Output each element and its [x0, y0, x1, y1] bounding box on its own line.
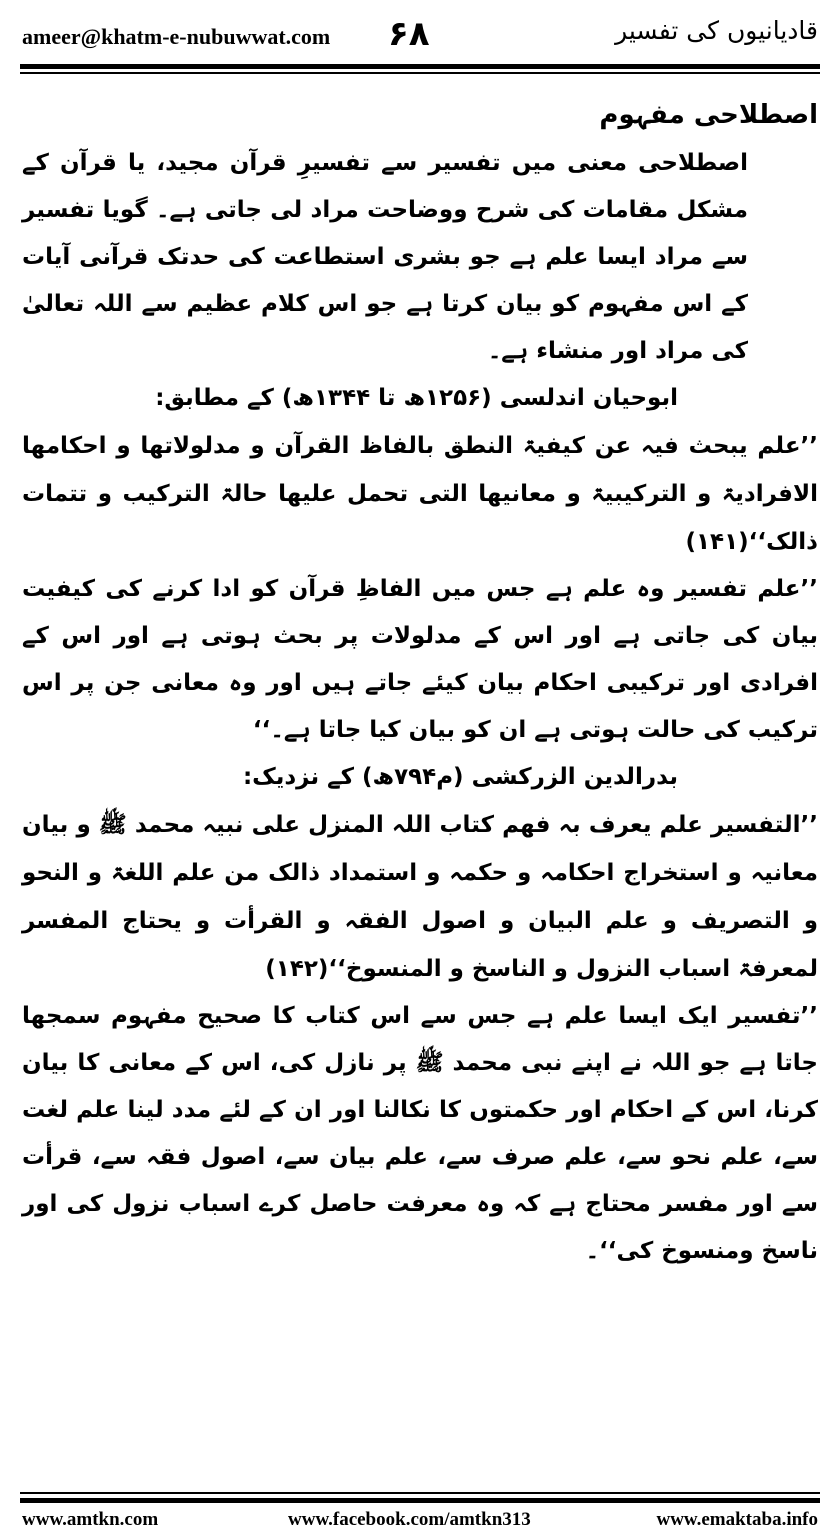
footer-rule-thin	[20, 1492, 820, 1494]
urdu-translation-1: ’’علم تفسیر وہ علم ہے جس میں الفاظِ قرآن کو ادا کرنے کی کیفیت بیان کی جاتی ہے اور اس کے مدلولات پر بحث ہوتی ہے اور اس کے افرادی اور ترکیبی احکام بیان کیئے جاتے ہیں اور وہ معانی جن پر اس ترکیب کی حالت ہوتی ہے ان کو بیان کیا جاتا ہے۔‘‘	[22, 576, 818, 743]
footer-rule-thick	[20, 1498, 820, 1503]
page-header	[0, 0, 840, 70]
header-rule-thick	[20, 64, 820, 69]
footer-link-emaktaba[interactable]: www.emaktaba.info	[656, 1509, 818, 1530]
footer-link-facebook[interactable]: www.facebook.com/amtkn313	[288, 1509, 531, 1530]
section-heading: اصطلاحی مفہوم	[599, 100, 818, 130]
header-email: ameer@khatm-e-nubuwwat.com	[22, 24, 331, 49]
source-zarkashi: بدرالدین الزرکشی (م۷۹۴ھ) کے نزدیک:	[242, 764, 678, 790]
page-footer	[0, 1505, 840, 1535]
header-rule-thin	[20, 72, 820, 74]
footer-link-amtkn[interactable]: www.amtkn.com	[22, 1509, 159, 1530]
page-number: ۶۸	[388, 14, 430, 54]
arabic-quote-1: ’’علم یبحث فیہ عن کیفیۃ النطق بالفاظ القرآن و مدلولاتھا و احکامھا الافرادیۃ و الترکیبیۃ و معانیھا التی تحمل علیھا حالۃ الترکیب و تتمات ذالک‘‘(۱۴۱)	[22, 433, 818, 555]
arabic-quote-2: ’’التفسیر علم یعرف بہ فھم کتاب اللہ المنزل علی نبیہ محمد ﷺ و بیان معانیہ و استخراج احکامہ و حکمہ و استمداد ذالک من علم اللغۃ و النحو و التصریف و علم البیان و اصول الفقہ و القرأت و یحتاج المفسر لمعرفۃ اسباب النزول و الناسخ و المنسوخ‘‘(۱۴۲)	[22, 812, 818, 982]
source-abu-hayyan: ابوحیان اندلسی (۱۲۵۶ھ تا ۱۳۴۴ھ) کے مطابق:	[155, 385, 678, 411]
urdu-translation-2: ’’تفسیر ایک ایسا علم ہے جس سے اس کتاب کا صحیح مفہوم سمجھا جاتا ہے جو اللہ نے اپنے نبی محمد ﷺ پر نازل کی، اس کے معانی کا بیان کرنا، اس کے احکام اور حکمتوں کا نکالنا اور ان کے لئے مدد لینا علم لغت سے، علم نحو سے، علم صرف سے، علم بیان سے، اصول فقہ سے، قرأت سے اور مفسر محتاج ہے کہ وہ معرفت حاصل کرے اسباب نزول کی اور ناسخ ومنسوخ کی‘‘۔	[22, 1003, 818, 1264]
page-body	[22, 90, 818, 1275]
paragraph-intro: اصطلاحی معنی میں تفسیر سے تفسیرِ قرآن مجید، یا قرآن کے مشکل مقامات کی شرح ووضاحت مراد لی جاتی ہے۔ گویا تفسیر سے مراد ایسا علم ہے جو بشری استطاعت کی حدتک قرآنی آیات کے اس مفہوم کو بیان کرتا ہے جو اس کلام عظیم سے اللہ تعالیٰ کی مراد اور منشاء ہے۔	[22, 150, 748, 364]
book-title: قادیانیوں کی تفسیر	[615, 16, 818, 45]
